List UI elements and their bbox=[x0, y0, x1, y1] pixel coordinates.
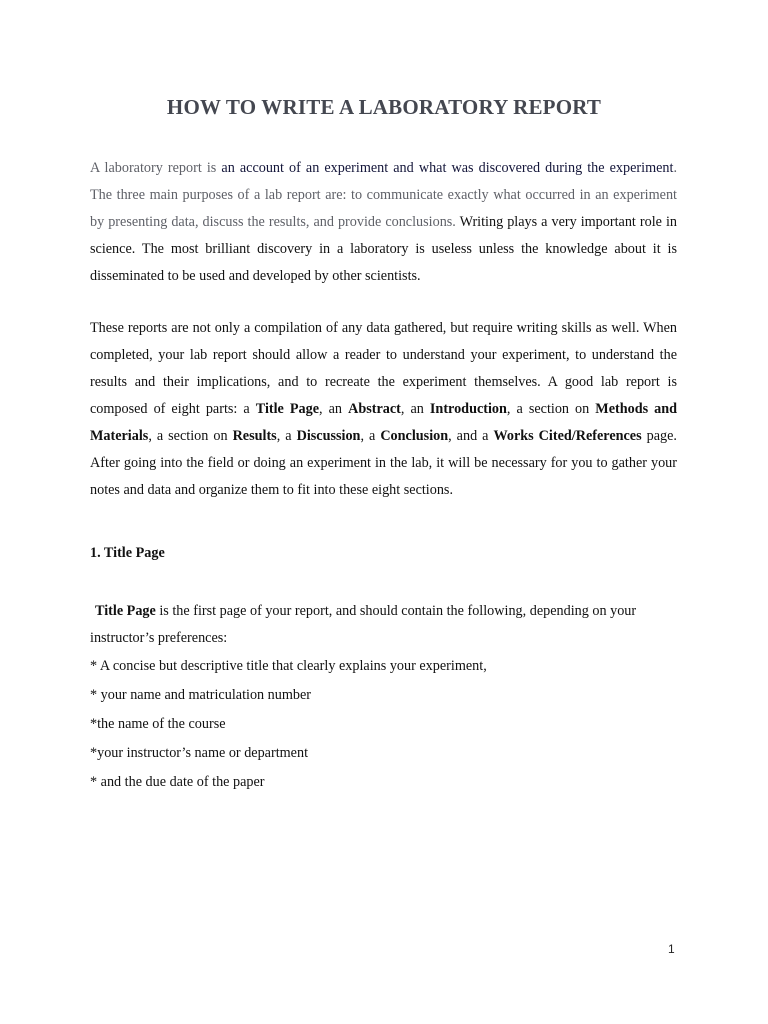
part-introduction: Introduction bbox=[429, 401, 507, 417]
parts-text: , a bbox=[360, 428, 381, 444]
list-item: *the name of the course bbox=[90, 716, 226, 732]
intro-definition-text: an account of an experiment and what was discovered during the experiment bbox=[221, 160, 674, 176]
part-methods-and-materials: Methods and Materials bbox=[90, 401, 678, 444]
page-number: 1 bbox=[668, 942, 675, 956]
parts-text: , a bbox=[276, 428, 297, 444]
parts-text: , an bbox=[319, 401, 349, 417]
part-conclusion: Conclusion bbox=[380, 428, 449, 444]
list-item: * A concise but descriptive title that clearly explains your experiment, bbox=[90, 658, 487, 674]
parts-text: page. After going into the field or doing an experiment in the lab, it will be necessary for you to gather your notes and data and organize them to fit into these eight sections. bbox=[90, 428, 677, 498]
title-page-requirements-list bbox=[90, 652, 487, 797]
intro-importance-text: Writing plays a very important role in science. The most brilliant discovery in a laboratory is useless unless the knowledge about it is disseminated to be used and developed by other scientists. bbox=[90, 214, 677, 284]
list-item: * your name and matriculation number bbox=[90, 687, 312, 703]
part-abstract: Abstract bbox=[348, 401, 401, 417]
section-heading-title-page: 1. Title Page bbox=[90, 545, 165, 561]
parts-text: , and a bbox=[448, 428, 494, 444]
parts-text: , a section on bbox=[506, 401, 596, 417]
intro-purposes-text: . The three main purposes of a lab report are: to communicate exactly what occurred in an experiment by presenting data, discuss the results, and provide conclusions. bbox=[90, 160, 677, 230]
part-discussion: Discussion bbox=[296, 428, 361, 444]
list-item: *your instructor’s name or department bbox=[90, 745, 309, 761]
intro-lead-text: A laboratory report is bbox=[90, 160, 217, 176]
parts-paragraph bbox=[90, 315, 677, 504]
part-works-cited: Works Cited/References bbox=[493, 428, 642, 444]
list-item: * and the due date of the paper bbox=[90, 774, 265, 790]
part-results: Results bbox=[232, 428, 277, 444]
parts-text: , an bbox=[400, 401, 430, 417]
part-title-page: Title Page bbox=[255, 401, 320, 417]
parts-text: These reports are not only a compilation of any data gathered, but require writing skills as well. When completed, your lab report should allow a reader to understand your experiment, to understand the results and their implications, and to recreate the experiment themselves. A good lab report is composed of eight parts: a bbox=[90, 320, 677, 417]
title-page-bold-lead: Title Page bbox=[95, 603, 156, 619]
document-title: HOW TO WRITE A LABORATORY REPORT bbox=[166, 95, 602, 119]
title-page-intro-text: is the first page of your report, and should contain the following, depending on your instructor’s preferences: bbox=[90, 603, 637, 646]
parts-text: , a section on bbox=[148, 428, 233, 444]
intro-paragraph bbox=[90, 155, 677, 290]
title-page-intro bbox=[90, 598, 690, 652]
